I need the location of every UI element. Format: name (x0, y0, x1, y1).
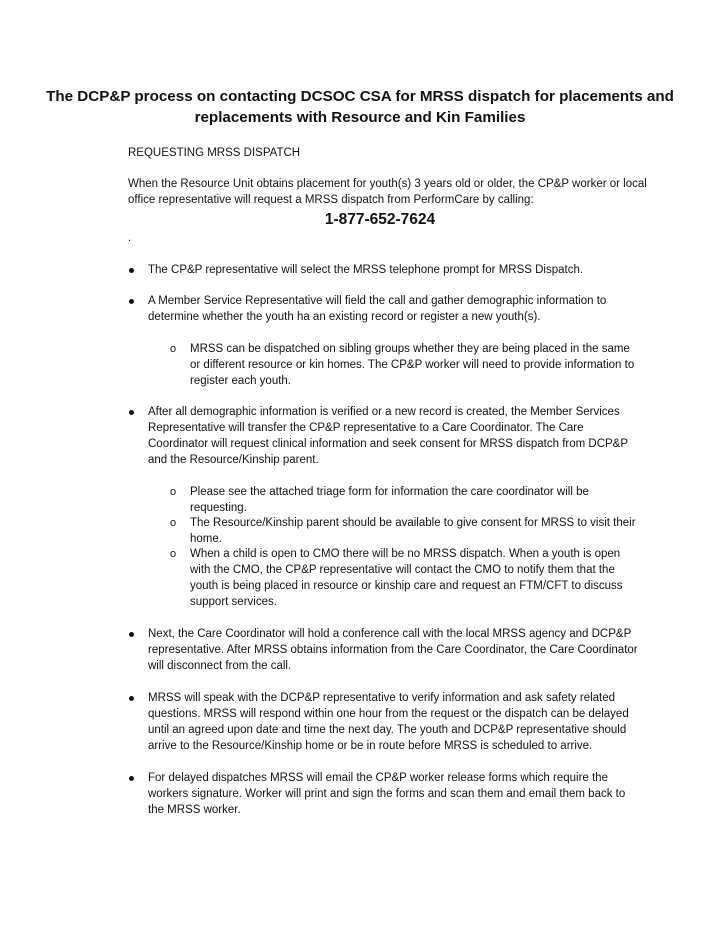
list-item (148, 404, 638, 468)
bullet-icon (129, 776, 134, 781)
sub-bullet-icon: o (170, 548, 177, 560)
list-item-text: Next, the Care Coordinator will hold a conference call with the local MRSS agency and DCP&P representative. After MRSS obtains information from the Care Coordinator, the Care Coordinator will disconnect from the call. (148, 628, 638, 672)
document-title: The DCP&P process on contacting DCSOC CSA for MRSS dispatch for placements and replacements with Resource and Kin Families (46, 88, 674, 126)
sub-list-item (170, 515, 640, 547)
list-item-text: The CP&P representative will select the MRSS telephone prompt for MRSS Dispatch. (148, 264, 584, 276)
list-item (148, 770, 638, 818)
list-item-text: After all demographic information is verified or a new record is created, the Member Services Representative will transfer the CP&P representative to a Care Coordinator. The Care Coordinator will request clinical information and seek consent for MRSS dispatch from DCP&P and the Resource/Kinship parent. (148, 406, 628, 466)
list-item-text: For delayed dispatches MRSS will email the CP&P worker release forms which require the workers signature. Worker will print and sign the forms and scan them and email them back to the MRSS worker. (148, 772, 626, 816)
bullet-icon (129, 410, 134, 415)
bullet-icon (129, 268, 134, 273)
sub-list-item (170, 546, 640, 610)
sub-list-item-text: MRSS can be dispatched on sibling groups whether they are being placed in the same or different resource or kin homes. The CP&P worker will need to provide information to register each youth. (190, 343, 635, 387)
sub-list-item-text: Please see the attached triage form for information the care coordinator will be requesting. (190, 486, 589, 514)
sub-list-item (170, 341, 640, 389)
bullet-icon (129, 299, 134, 304)
bullet-icon (129, 632, 134, 637)
list-item-text: A Member Service Representative will field the call and gather demographic information to determine whether the youth ha an existing record or register a new youth(s). (148, 295, 607, 323)
list-item (148, 690, 638, 754)
sub-list-item (170, 484, 640, 516)
sub-list-item-text: The Resource/Kinship parent should be available to give consent for MRSS to visit their home. (190, 517, 636, 545)
sub-bullet-icon: o (170, 486, 177, 498)
list-item (148, 293, 638, 325)
section-heading: REQUESTING MRSS DISPATCH (128, 147, 301, 159)
list-item (148, 626, 638, 674)
intro-paragraph: When the Resource Unit obtains placement for youth(s) 3 years old or older, the CP&P worker or local office representative will request a MRSS dispatch from PerformCare by calling: (128, 178, 647, 206)
list-item-text: MRSS will speak with the DCP&P representative to verify information and ask safety related questions. MRSS will respond within one hour from the request or the dispatch can be delayed until an agreed upon date and time the next day. The youth and DCP&P representative should arrive to the Resource/Kinship home or be in route before MRSS is scheduled to arrive. (148, 692, 629, 752)
sub-bullet-icon: o (170, 343, 177, 355)
sub-list-item-text: When a child is open to CMO there will be no MRSS dispatch. When a youth is open with the CMO, the CP&P representative will contact the CMO to notify them that the youth is being placed in resource or kinship care and request an FTM/CFT to discuss support services. (190, 548, 623, 608)
list-item (148, 262, 638, 278)
bullet-icon (129, 696, 134, 701)
sub-bullet-icon: o (170, 517, 177, 529)
phone-number: 1-877-652-7624 (324, 211, 436, 228)
stray-mark: . (128, 232, 132, 244)
